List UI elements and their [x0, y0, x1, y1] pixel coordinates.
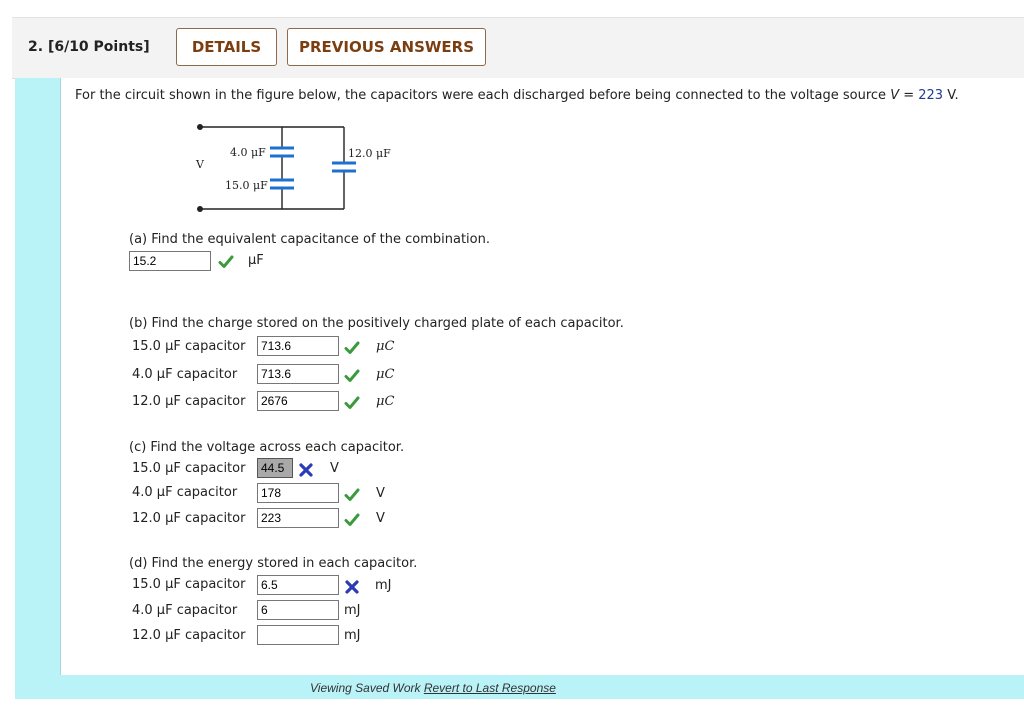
- part-d-row-label: 15.0 μF capacitor: [132, 577, 246, 592]
- check-icon: [344, 368, 360, 384]
- voltage-value: 223: [918, 88, 944, 103]
- check-icon: [344, 340, 360, 356]
- question-header: [12, 17, 1024, 79]
- part-a-answer-input[interactable]: [129, 251, 211, 271]
- part-c-question: (c) Find the voltage across each capacitor.: [129, 440, 405, 455]
- x-mark-icon: [344, 579, 360, 595]
- part-c-row-label: 15.0 μF capacitor: [132, 461, 246, 476]
- part-b-answer-input[interactable]: [257, 364, 339, 384]
- part-b-answer-input[interactable]: [257, 336, 339, 356]
- part-b-row-label: 12.0 μF capacitor: [132, 394, 246, 409]
- source-label: V: [196, 158, 204, 171]
- part-c-unit: V: [330, 461, 339, 476]
- question-number: 2.: [28, 39, 44, 55]
- prompt-equals: =: [899, 88, 919, 103]
- details-button[interactable]: DETAILS: [176, 28, 277, 66]
- check-icon: [344, 512, 360, 528]
- part-d-unit: mJ: [344, 603, 361, 618]
- terminal-top: [197, 124, 203, 130]
- part-c-answer-input[interactable]: [257, 483, 339, 503]
- part-d-answer-input[interactable]: [257, 625, 339, 645]
- x-mark-icon: [298, 462, 314, 478]
- part-b-unit: μC: [376, 367, 395, 382]
- part-c-row-label: 4.0 μF capacitor: [132, 485, 238, 500]
- part-c-unit: V: [376, 486, 385, 501]
- part-d-answer-input[interactable]: [257, 600, 339, 620]
- question-prompt: [75, 88, 959, 103]
- part-b-row-label: 15.0 μF capacitor: [132, 339, 246, 354]
- part-c-answer-input[interactable]: [257, 508, 339, 528]
- check-icon: [218, 254, 234, 270]
- part-b-answer-input[interactable]: [257, 391, 339, 411]
- terminal-bottom: [197, 206, 203, 212]
- question-number-points: [28, 39, 150, 55]
- part-b-row-label: 4.0 μF capacitor: [132, 367, 238, 382]
- prompt-unit: V.: [943, 88, 959, 103]
- saved-work-footer: [310, 681, 556, 695]
- part-b-question: (b) Find the charge stored on the positively charged plate of each capacitor.: [129, 316, 624, 331]
- question-points: [6/10 Points]: [47, 39, 150, 55]
- check-icon: [344, 395, 360, 411]
- part-d-unit: mJ: [344, 628, 361, 643]
- part-d-answer-input[interactable]: [257, 575, 339, 595]
- c1-label: 4.0 μF: [230, 146, 266, 159]
- part-d-row-label: 4.0 μF capacitor: [132, 603, 238, 618]
- prompt-text: For the circuit shown in the figure below, the capacitors were each discharged before being connected to the voltage source: [75, 88, 891, 103]
- part-d-row-label: 12.0 μF capacitor: [132, 628, 246, 643]
- check-icon: [344, 487, 360, 503]
- part-b-unit: μC: [376, 339, 395, 354]
- part-c-unit: V: [376, 511, 385, 526]
- c2-label: 15.0 μF: [225, 179, 268, 192]
- part-c-row-label: 12.0 μF capacitor: [132, 511, 246, 526]
- part-a-question: (a) Find the equivalent capacitance of the combination.: [129, 232, 490, 247]
- saved-work-text: Viewing Saved Work: [310, 681, 424, 695]
- previous-answers-button[interactable]: PREVIOUS ANSWERS: [287, 28, 486, 66]
- prompt-variable: V: [890, 88, 900, 103]
- part-c-answer-input[interactable]: [257, 458, 293, 478]
- part-b-unit: μC: [376, 394, 395, 409]
- revert-to-last-response-link[interactable]: Revert to Last Response: [423, 681, 556, 695]
- part-d-unit: mJ: [375, 578, 392, 593]
- part-d-question: (d) Find the energy stored in each capacitor.: [129, 556, 418, 571]
- c3-label: 12.0 μF: [348, 147, 391, 160]
- circuit-figure: [190, 118, 410, 218]
- part-a-unit: μF: [248, 253, 264, 268]
